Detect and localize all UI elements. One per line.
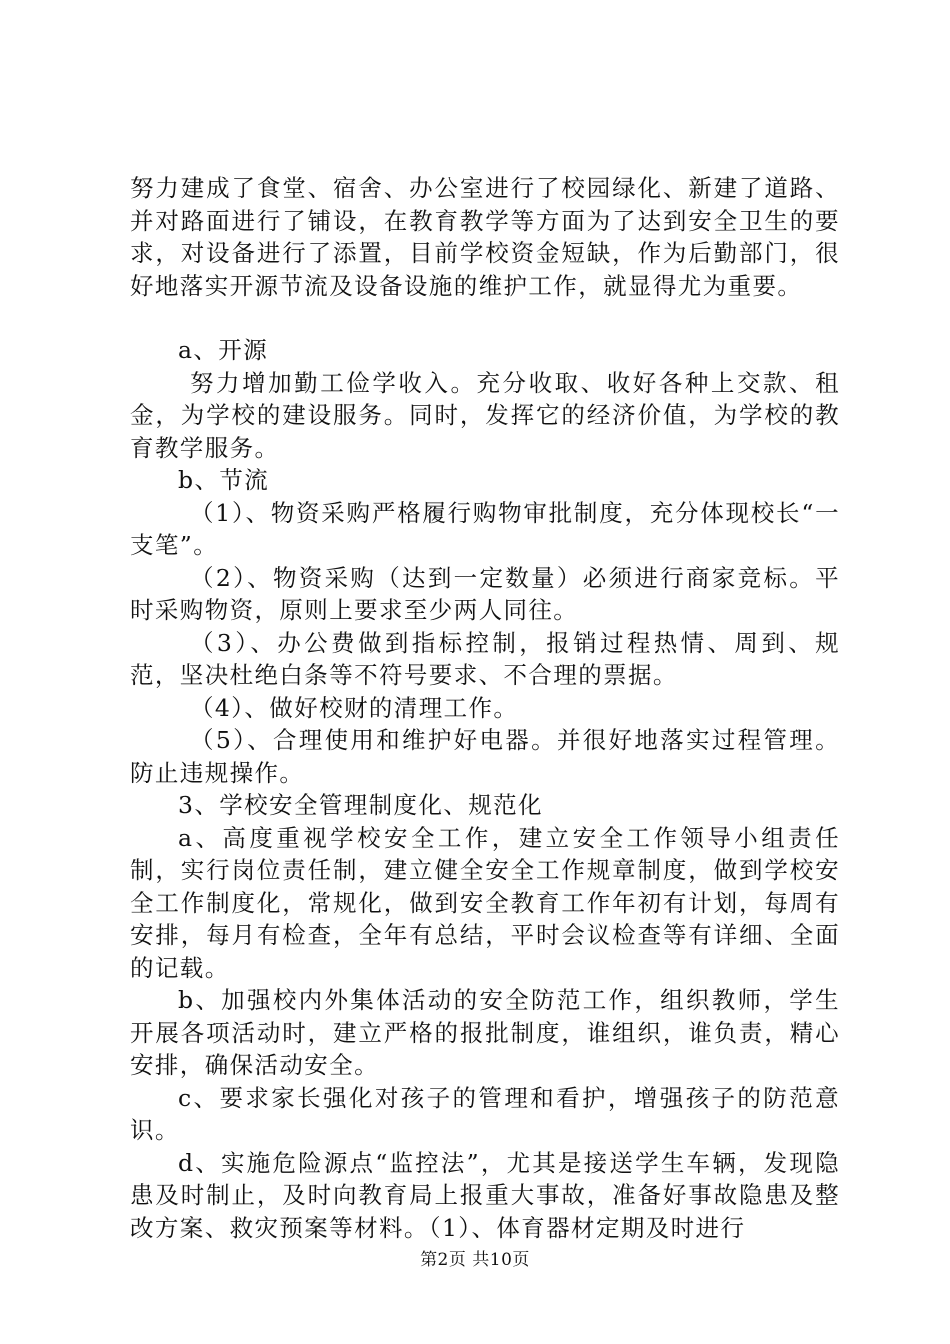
heading-safety: 3、学校安全管理制度化、规范化 <box>178 791 543 819</box>
heading-jieliu: b、节流 <box>178 466 270 494</box>
item-jieliu-4: （4）、做好校财的清理工作。 <box>190 693 519 722</box>
paragraph-safety-d: d、实施危险源点“监控法”，尤其是接送学生车辆，发现隐患及时制止，及时向教育局上报重大事故，准备好事故隐患及整改方案、救灾预案等材料。（1）、体育器材定期及时进行 <box>130 1148 840 1242</box>
item-jieliu-1: （1）、物资采购严格履行购物审批制度，充分体现校长“一支笔”。 <box>130 498 840 559</box>
paragraph-safety-a: a、高度重视学校安全工作，建立安全工作领导小组责任制，实行岗位责任制，建立健全安全工作规章制度，做到学校安全工作制度化，常规化，做到安全教育工作年初有计划，每周有安排，每月有检查，全年有总结，平时会议检查等有详细、全面的记载。 <box>130 823 840 982</box>
item-jieliu-2: （2）、物资采购（达到一定数量）必须进行商家竞标。平时采购物资，原则上要求至少两人同往。 <box>130 563 840 624</box>
paragraph-kaiyuan: 努力增加勤工俭学收入。充分收取、收好各种上交款、租金，为学校的建设服务。同时，发挥它的经济价值，为学校的教育教学服务。 <box>130 368 840 462</box>
paragraph-safety-b: b、加强校内外集体活动的安全防范工作，组织教师，学生开展各项活动时，建立严格的报批制度，谁组织，谁负责，精心安排，确保活动安全。 <box>130 986 840 1079</box>
document-body <box>130 172 840 1244</box>
paragraph-safety-c: c、要求家长强化对孩子的管理和看护，增强孩子的防范意识。 <box>130 1083 840 1144</box>
item-jieliu-3: （3）、办公费做到指标控制，报销过程热情、周到、规范，坚决杜绝白条等不符号要求、不合理的票据。 <box>130 628 840 689</box>
item-jieliu-5: （5）、合理使用和维护好电器。并很好地落实过程管理。防止违规操作。 <box>130 726 840 787</box>
paragraph-intro: 努力建成了食堂、宿舍、办公室进行了校园绿化、新建了道路、并对路面进行了铺设，在教育教学等方面为了达到安全卫生的要求，对设备进行了添置，目前学校资金短缺，作为后勤部门，很好地落实开源节流及设备设施的维护工作，就显得尤为重要。 <box>130 174 840 300</box>
heading-kaiyuan: a、开源 <box>178 336 269 364</box>
page-number-footer: 第2页 共10页 <box>420 1250 530 1270</box>
